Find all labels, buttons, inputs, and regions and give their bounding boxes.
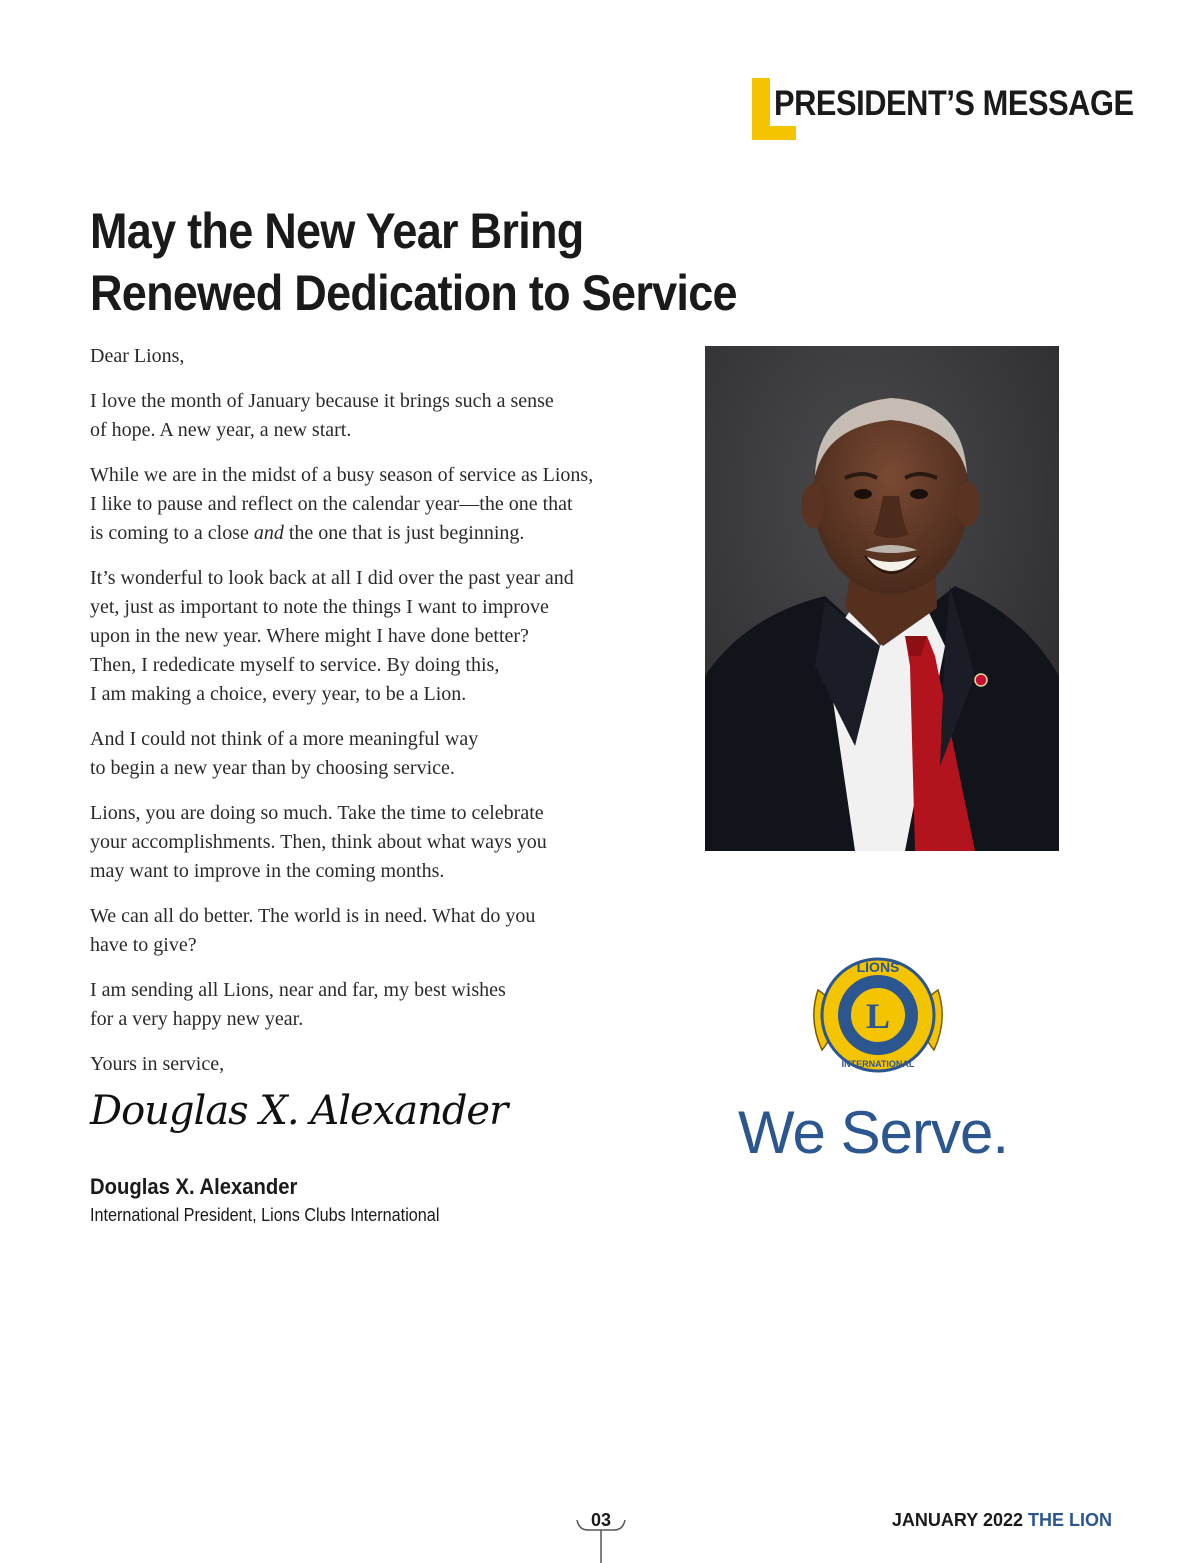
paragraph-line: I am making a choice, every year, to be a Lion. — [90, 683, 467, 705]
headline — [90, 200, 737, 324]
emphasis-text: and — [253, 522, 284, 544]
paragraph-line: upon in the new year. Where might I have done better? — [90, 625, 529, 647]
paragraph-line: yet, just as important to note the things I want to improve — [90, 596, 549, 618]
issue-date: JANUARY 2022 — [891, 1510, 1023, 1530]
paragraph-line: I like to pause and reflect on the calendar year—the one that — [90, 493, 573, 515]
paragraph-line: to begin a new year than by choosing service. — [90, 757, 455, 779]
section-title: PRESIDENT’S MESSAGE — [774, 84, 1134, 123]
logo-center-letter: L — [865, 996, 891, 1036]
headline-line-1: May the New Year Bring — [90, 203, 584, 259]
section-header — [752, 78, 1134, 142]
motto-text: We Serve. — [738, 1099, 1008, 1166]
paragraph-6 — [90, 902, 650, 960]
paragraph-line: Lions, you are doing so much. Take the time to celebrate — [90, 802, 544, 824]
salutation: Dear Lions, — [90, 345, 185, 367]
paragraph-line: have to give? — [90, 934, 197, 956]
paragraph-text: the one that is just beginning. — [283, 522, 525, 544]
paragraph-5 — [90, 799, 650, 886]
paragraph-2 — [90, 461, 650, 548]
paragraph-line: I love the month of January because it brings such a sense — [90, 390, 554, 412]
folio — [892, 1510, 1112, 1531]
magazine-name: THE LION — [1028, 1510, 1112, 1530]
paragraph-text: is coming to a close — [90, 522, 254, 544]
paragraph-line — [90, 519, 650, 548]
paragraph-line: your accomplishments. Then, think about what ways you — [90, 831, 547, 853]
paragraph-line: And I could not think of a more meaningful way — [90, 728, 479, 750]
signer-name: Douglas X. Alexander — [90, 1174, 298, 1199]
paragraph-4 — [90, 725, 650, 783]
logo-top-text: LIONS — [856, 959, 900, 975]
paragraph-line: It’s wonderful to look back at all I did over the past year and — [90, 567, 574, 589]
president-portrait-photo — [705, 346, 1059, 851]
paragraph-3 — [90, 564, 650, 709]
signer-title: International President, Lions Clubs International — [90, 1205, 440, 1225]
paragraph-7 — [90, 976, 650, 1034]
page-number: 03 — [590, 1510, 612, 1530]
paragraph-line: may want to improve in the coming months. — [90, 860, 445, 882]
letter-body — [90, 342, 650, 1095]
lions-international-logo — [808, 950, 948, 1080]
paragraph-line: I am sending all Lions, near and far, my best wishes — [90, 979, 506, 1001]
paragraph-line: for a very happy new year. — [90, 1008, 304, 1030]
headline-line-2: Renewed Dedication to Service — [90, 265, 737, 321]
paragraph-line: We can all do better. The world is in need. What do you — [90, 905, 536, 927]
closing: Yours in service, — [90, 1053, 225, 1075]
logo-bottom-text: INTERNATIONAL — [841, 1059, 915, 1069]
paragraph-line: While we are in the midst of a busy season of service as Lions, — [90, 464, 594, 486]
handwritten-signature: Douglas X. Alexander — [90, 1088, 508, 1134]
paragraph-1 — [90, 387, 650, 445]
paragraph-line: Then, I rededicate myself to service. By doing this, — [90, 654, 500, 676]
page-number-marker — [574, 1508, 628, 1563]
paragraph-line: of hope. A new year, a new start. — [90, 419, 352, 441]
